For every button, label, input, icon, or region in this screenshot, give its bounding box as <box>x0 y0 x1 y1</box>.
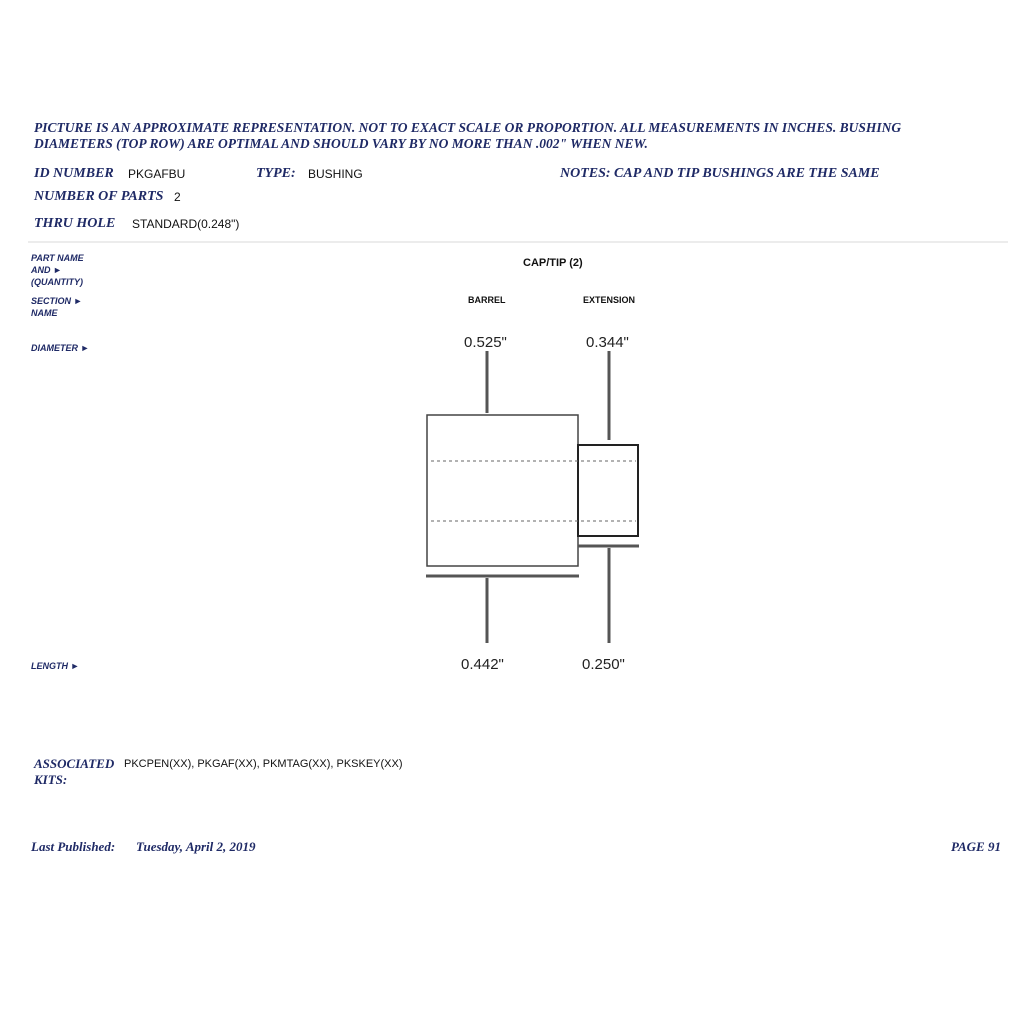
thru-hole-value: STANDARD(0.248") <box>132 217 240 231</box>
extension-section <box>578 445 638 536</box>
type-label: TYPE: <box>256 166 296 181</box>
disclaimer-text: PICTURE IS AN APPROXIMATE REPRESENTATION. NOT TO EXACT SCALE OR PROPORTION. ALL MEASUREMENTS IN INCHES. BUSHING DIAMETERS (TOP ROW) ARE OPTIMAL AND SHOULD VARY BY NO MORE THAN .002" WHEN NEW. <box>34 120 902 151</box>
extension-diameter: 0.344" <box>586 334 629 351</box>
part-name-label: PART NAME AND ► (QUANTITY) <box>31 253 84 287</box>
thru-hole-label: THRU HOLE <box>34 216 116 231</box>
number-of-parts-label: NUMBER OF PARTS <box>34 189 164 204</box>
part-name-value: CAP/TIP (2) <box>523 257 583 269</box>
number-of-parts-value: 2 <box>174 190 181 204</box>
associated-kits-value: PKCPEN(XX), PKGAF(XX), PKMTAG(XX), PKSKEY(XX) <box>124 758 403 770</box>
notes-text: NOTES: CAP AND TIP BUSHINGS ARE THE SAME <box>560 166 880 181</box>
id-number-label: ID NUMBER <box>34 166 114 181</box>
section-name-label: SECTION ► NAME <box>31 296 83 318</box>
barrel-length: 0.442" <box>461 656 504 673</box>
last-published-date: Tuesday, April 2, 2019 <box>136 839 256 854</box>
diameter-label: DIAMETER ► <box>31 343 90 353</box>
barrel-diameter: 0.525" <box>464 334 507 351</box>
barrel-section <box>427 415 578 566</box>
associated-kits-label: ASSOCIATED KITS: <box>34 756 115 787</box>
extension-length: 0.250" <box>582 656 625 673</box>
section-name-barrel: BARREL <box>468 295 506 305</box>
id-number-value: PKGAFBU <box>128 167 186 181</box>
section-name-extension: EXTENSION <box>583 295 636 305</box>
page-number: PAGE 91 <box>951 839 1001 854</box>
type-value: BUSHING <box>308 167 363 181</box>
length-label: LENGTH ► <box>31 661 80 671</box>
last-published-label: Last Published: <box>31 839 116 854</box>
